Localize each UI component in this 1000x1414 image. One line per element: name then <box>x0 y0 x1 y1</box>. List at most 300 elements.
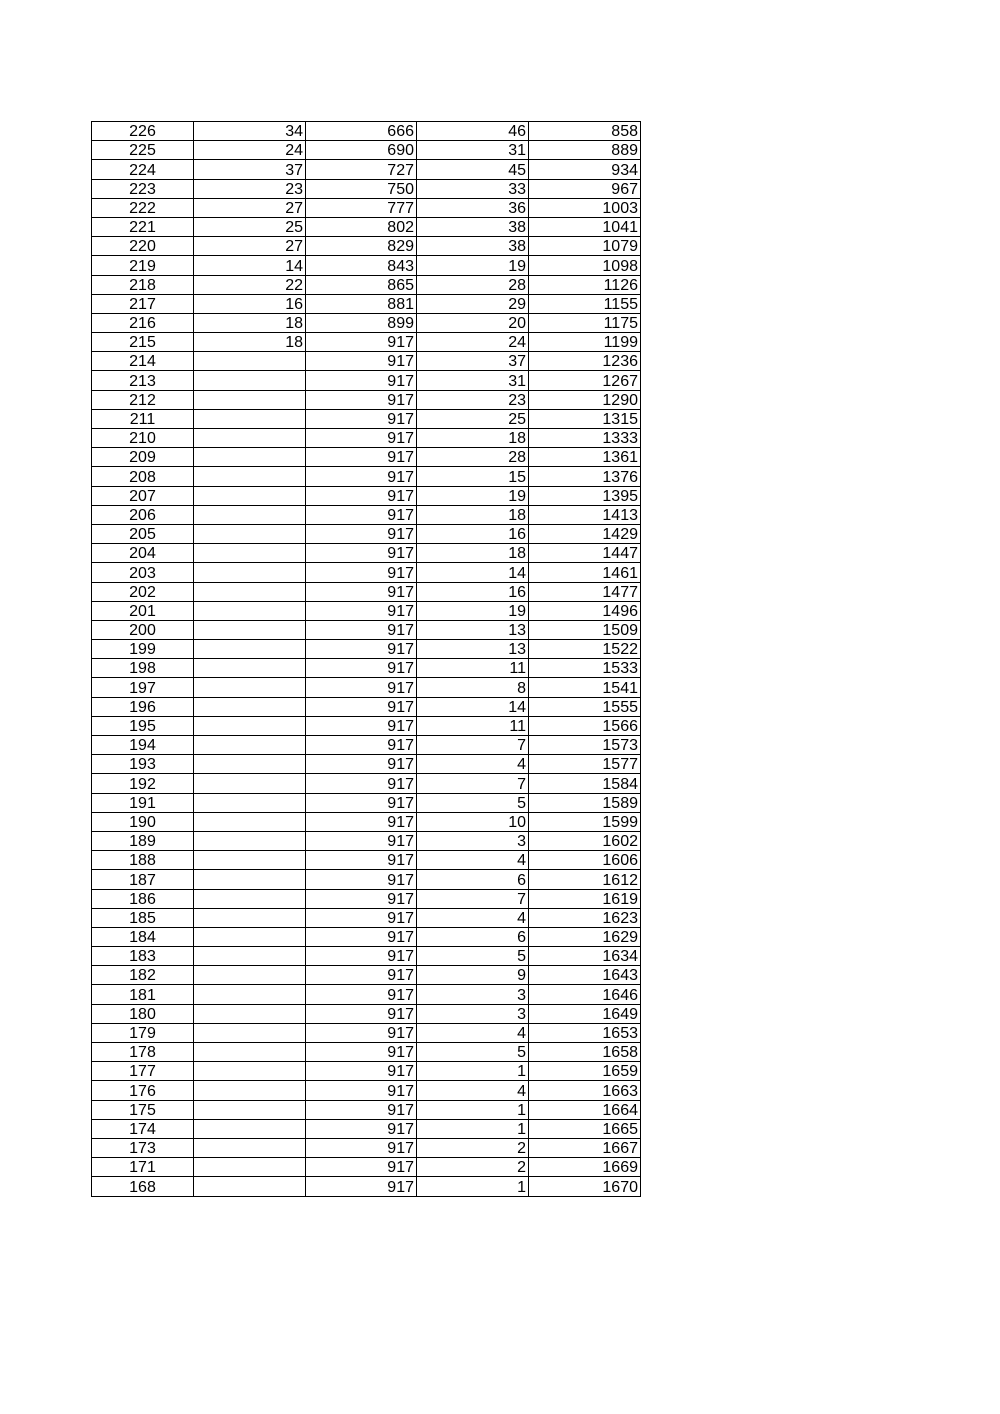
table-row <box>92 448 641 467</box>
cumulative-b-cell: 1267 <box>529 371 641 390</box>
cumulative-b-cell: 1667 <box>529 1138 641 1157</box>
score-cell: 191 <box>92 793 194 812</box>
count-b-cell: 38 <box>417 217 529 236</box>
score-cell: 181 <box>92 985 194 1004</box>
count-b-cell: 19 <box>417 486 529 505</box>
count-a-cell <box>194 486 306 505</box>
count-a-cell <box>194 371 306 390</box>
count-b-cell: 18 <box>417 505 529 524</box>
count-b-cell: 4 <box>417 755 529 774</box>
cumulative-b-cell: 1606 <box>529 851 641 870</box>
cumulative-b-cell: 1612 <box>529 870 641 889</box>
cumulative-b-cell: 1664 <box>529 1100 641 1119</box>
table-row <box>92 1119 641 1138</box>
cumulative-a-cell: 917 <box>306 678 417 697</box>
table-row <box>92 544 641 563</box>
cumulative-a-cell: 917 <box>306 851 417 870</box>
count-b-cell: 16 <box>417 524 529 543</box>
score-cell: 177 <box>92 1062 194 1081</box>
count-a-cell: 18 <box>194 313 306 332</box>
cumulative-a-cell: 727 <box>306 160 417 179</box>
table-row <box>92 409 641 428</box>
cumulative-b-cell: 1629 <box>529 927 641 946</box>
cumulative-a-cell: 917 <box>306 985 417 1004</box>
table-row <box>92 294 641 313</box>
cumulative-a-cell: 750 <box>306 179 417 198</box>
score-cell: 198 <box>92 659 194 678</box>
cumulative-a-cell: 690 <box>306 141 417 160</box>
count-a-cell <box>194 601 306 620</box>
cumulative-a-cell: 917 <box>306 620 417 639</box>
count-a-cell <box>194 966 306 985</box>
table-row <box>92 640 641 659</box>
cumulative-b-cell: 1461 <box>529 563 641 582</box>
count-b-cell: 1 <box>417 1100 529 1119</box>
score-cell: 185 <box>92 908 194 927</box>
score-cell: 221 <box>92 217 194 236</box>
cumulative-a-cell: 917 <box>306 1062 417 1081</box>
count-b-cell: 37 <box>417 352 529 371</box>
table-row <box>92 179 641 198</box>
count-b-cell: 7 <box>417 736 529 755</box>
count-a-cell <box>194 870 306 889</box>
cumulative-a-cell: 917 <box>306 1158 417 1177</box>
count-a-cell <box>194 620 306 639</box>
count-a-cell <box>194 1062 306 1081</box>
cumulative-a-cell: 917 <box>306 1119 417 1138</box>
cumulative-a-cell: 917 <box>306 755 417 774</box>
count-a-cell <box>194 1004 306 1023</box>
table-row <box>92 697 641 716</box>
count-a-cell: 16 <box>194 294 306 313</box>
score-cell: 178 <box>92 1043 194 1062</box>
table-row <box>92 1138 641 1157</box>
table-row <box>92 275 641 294</box>
count-a-cell <box>194 429 306 448</box>
score-cell: 216 <box>92 313 194 332</box>
count-b-cell: 3 <box>417 985 529 1004</box>
score-cell: 205 <box>92 524 194 543</box>
count-a-cell: 24 <box>194 141 306 160</box>
table-row <box>92 985 641 1004</box>
cumulative-a-cell: 917 <box>306 333 417 352</box>
cumulative-a-cell: 843 <box>306 256 417 275</box>
count-b-cell: 45 <box>417 160 529 179</box>
table-row <box>92 908 641 927</box>
cumulative-b-cell: 1566 <box>529 716 641 735</box>
count-a-cell <box>194 1100 306 1119</box>
count-b-cell: 8 <box>417 678 529 697</box>
cumulative-a-cell: 917 <box>306 371 417 390</box>
table-row <box>92 256 641 275</box>
table-row <box>92 889 641 908</box>
cumulative-a-cell: 917 <box>306 505 417 524</box>
count-b-cell: 5 <box>417 1043 529 1062</box>
table-row <box>92 333 641 352</box>
count-b-cell: 2 <box>417 1138 529 1157</box>
count-a-cell <box>194 1081 306 1100</box>
cumulative-b-cell: 1634 <box>529 947 641 966</box>
score-cell: 202 <box>92 582 194 601</box>
count-a-cell <box>194 448 306 467</box>
table-row <box>92 563 641 582</box>
table-row <box>92 812 641 831</box>
score-cell: 173 <box>92 1138 194 1157</box>
count-b-cell: 18 <box>417 544 529 563</box>
cumulative-b-cell: 1413 <box>529 505 641 524</box>
cumulative-a-cell: 917 <box>306 486 417 505</box>
count-b-cell: 25 <box>417 409 529 428</box>
count-a-cell <box>194 1023 306 1042</box>
cumulative-b-cell: 1098 <box>529 256 641 275</box>
count-b-cell: 4 <box>417 908 529 927</box>
count-b-cell: 19 <box>417 601 529 620</box>
cumulative-a-cell: 917 <box>306 352 417 371</box>
cumulative-a-cell: 917 <box>306 429 417 448</box>
count-b-cell: 28 <box>417 448 529 467</box>
cumulative-b-cell: 1003 <box>529 198 641 217</box>
cumulative-a-cell: 917 <box>306 1004 417 1023</box>
cumulative-b-cell: 1376 <box>529 467 641 486</box>
count-b-cell: 1 <box>417 1119 529 1138</box>
score-cell: 193 <box>92 755 194 774</box>
cumulative-b-cell: 1589 <box>529 793 641 812</box>
count-b-cell: 31 <box>417 141 529 160</box>
score-cell: 212 <box>92 390 194 409</box>
cumulative-a-cell: 917 <box>306 390 417 409</box>
cumulative-b-cell: 1649 <box>529 1004 641 1023</box>
count-a-cell <box>194 851 306 870</box>
count-a-cell: 37 <box>194 160 306 179</box>
cumulative-b-cell: 1533 <box>529 659 641 678</box>
cumulative-b-cell: 1663 <box>529 1081 641 1100</box>
cumulative-b-cell: 1573 <box>529 736 641 755</box>
table-row <box>92 217 641 236</box>
score-cell: 224 <box>92 160 194 179</box>
cumulative-a-cell: 917 <box>306 889 417 908</box>
count-a-cell <box>194 831 306 850</box>
score-cell: 217 <box>92 294 194 313</box>
cumulative-a-cell: 917 <box>306 870 417 889</box>
count-a-cell <box>194 1158 306 1177</box>
cumulative-a-cell: 917 <box>306 524 417 543</box>
table-row <box>92 1177 641 1196</box>
count-b-cell: 29 <box>417 294 529 313</box>
cumulative-a-cell: 829 <box>306 237 417 256</box>
score-cell: 197 <box>92 678 194 697</box>
cumulative-b-cell: 1315 <box>529 409 641 428</box>
score-cell: 195 <box>92 716 194 735</box>
table-row <box>92 755 641 774</box>
cumulative-b-cell: 1199 <box>529 333 641 352</box>
table-row <box>92 870 641 889</box>
score-cell: 174 <box>92 1119 194 1138</box>
table-row <box>92 237 641 256</box>
score-cell: 204 <box>92 544 194 563</box>
count-a-cell <box>194 697 306 716</box>
count-a-cell: 25 <box>194 217 306 236</box>
score-cell: 215 <box>92 333 194 352</box>
table-row <box>92 371 641 390</box>
cumulative-b-cell: 1509 <box>529 620 641 639</box>
score-cell: 225 <box>92 141 194 160</box>
cumulative-a-cell: 917 <box>306 908 417 927</box>
cumulative-a-cell: 917 <box>306 1138 417 1157</box>
score-cell: 179 <box>92 1023 194 1042</box>
score-cell: 223 <box>92 179 194 198</box>
score-cell: 184 <box>92 927 194 946</box>
count-b-cell: 1 <box>417 1177 529 1196</box>
score-cell: 186 <box>92 889 194 908</box>
score-cell: 194 <box>92 736 194 755</box>
count-b-cell: 4 <box>417 851 529 870</box>
count-a-cell <box>194 716 306 735</box>
table-row <box>92 678 641 697</box>
score-cell: 187 <box>92 870 194 889</box>
table-row <box>92 390 641 409</box>
score-cell: 168 <box>92 1177 194 1196</box>
count-a-cell <box>194 985 306 1004</box>
cumulative-a-cell: 917 <box>306 448 417 467</box>
cumulative-b-cell: 1395 <box>529 486 641 505</box>
cumulative-a-cell: 917 <box>306 640 417 659</box>
cumulative-b-cell: 967 <box>529 179 641 198</box>
count-a-cell <box>194 812 306 831</box>
cumulative-a-cell: 777 <box>306 198 417 217</box>
count-b-cell: 24 <box>417 333 529 352</box>
cumulative-a-cell: 917 <box>306 1081 417 1100</box>
count-a-cell: 14 <box>194 256 306 275</box>
count-b-cell: 46 <box>417 122 529 141</box>
count-a-cell: 22 <box>194 275 306 294</box>
cumulative-a-cell: 917 <box>306 812 417 831</box>
count-b-cell: 3 <box>417 1004 529 1023</box>
cumulative-b-cell: 1079 <box>529 237 641 256</box>
cumulative-a-cell: 881 <box>306 294 417 313</box>
cumulative-b-cell: 1041 <box>529 217 641 236</box>
cumulative-a-cell: 802 <box>306 217 417 236</box>
count-b-cell: 19 <box>417 256 529 275</box>
table-row <box>92 313 641 332</box>
score-cell: 206 <box>92 505 194 524</box>
count-a-cell: 34 <box>194 122 306 141</box>
table-row <box>92 429 641 448</box>
cumulative-a-cell: 917 <box>306 793 417 812</box>
table-row <box>92 927 641 946</box>
count-a-cell <box>194 352 306 371</box>
cumulative-b-cell: 1175 <box>529 313 641 332</box>
cumulative-a-cell: 917 <box>306 409 417 428</box>
table-row <box>92 524 641 543</box>
table-row <box>92 160 641 179</box>
count-b-cell: 4 <box>417 1081 529 1100</box>
score-cell: 188 <box>92 851 194 870</box>
table-row <box>92 582 641 601</box>
count-a-cell <box>194 927 306 946</box>
table-row <box>92 851 641 870</box>
table-row <box>92 1004 641 1023</box>
score-cell: 209 <box>92 448 194 467</box>
count-b-cell: 6 <box>417 870 529 889</box>
count-a-cell <box>194 467 306 486</box>
score-cell: 219 <box>92 256 194 275</box>
score-cell: 190 <box>92 812 194 831</box>
count-b-cell: 5 <box>417 793 529 812</box>
count-a-cell <box>194 755 306 774</box>
count-b-cell: 5 <box>417 947 529 966</box>
count-a-cell <box>194 659 306 678</box>
count-a-cell <box>194 563 306 582</box>
cumulative-a-cell: 917 <box>306 1023 417 1042</box>
count-a-cell <box>194 736 306 755</box>
table-row <box>92 352 641 371</box>
count-b-cell: 14 <box>417 563 529 582</box>
cumulative-b-cell: 1155 <box>529 294 641 313</box>
cumulative-a-cell: 917 <box>306 966 417 985</box>
table-row <box>92 467 641 486</box>
cumulative-b-cell: 1447 <box>529 544 641 563</box>
cumulative-b-cell: 1477 <box>529 582 641 601</box>
cumulative-b-cell: 1669 <box>529 1158 641 1177</box>
cumulative-a-cell: 917 <box>306 927 417 946</box>
score-cell: 201 <box>92 601 194 620</box>
cumulative-a-cell: 917 <box>306 1043 417 1062</box>
count-b-cell: 31 <box>417 371 529 390</box>
count-b-cell: 18 <box>417 429 529 448</box>
table-row <box>92 736 641 755</box>
cumulative-b-cell: 1290 <box>529 390 641 409</box>
count-b-cell: 20 <box>417 313 529 332</box>
count-b-cell: 9 <box>417 966 529 985</box>
cumulative-b-cell: 1602 <box>529 831 641 850</box>
count-b-cell: 15 <box>417 467 529 486</box>
cumulative-a-cell: 917 <box>306 601 417 620</box>
cumulative-b-cell: 1496 <box>529 601 641 620</box>
cumulative-a-cell: 865 <box>306 275 417 294</box>
cumulative-b-cell: 1658 <box>529 1043 641 1062</box>
count-a-cell <box>194 409 306 428</box>
score-cell: 199 <box>92 640 194 659</box>
cumulative-a-cell: 917 <box>306 563 417 582</box>
cumulative-a-cell: 917 <box>306 697 417 716</box>
score-cell: 208 <box>92 467 194 486</box>
count-a-cell <box>194 1177 306 1196</box>
cumulative-a-cell: 666 <box>306 122 417 141</box>
count-a-cell: 23 <box>194 179 306 198</box>
count-b-cell: 7 <box>417 774 529 793</box>
cumulative-b-cell: 1522 <box>529 640 641 659</box>
count-a-cell <box>194 544 306 563</box>
count-b-cell: 3 <box>417 831 529 850</box>
cumulative-b-cell: 934 <box>529 160 641 179</box>
count-b-cell: 14 <box>417 697 529 716</box>
cumulative-b-cell: 1236 <box>529 352 641 371</box>
count-b-cell: 10 <box>417 812 529 831</box>
count-a-cell <box>194 947 306 966</box>
cumulative-b-cell: 1599 <box>529 812 641 831</box>
table-row <box>92 966 641 985</box>
count-a-cell <box>194 908 306 927</box>
cumulative-b-cell: 1643 <box>529 966 641 985</box>
cumulative-b-cell: 1619 <box>529 889 641 908</box>
table-row <box>92 1158 641 1177</box>
cumulative-b-cell: 1361 <box>529 448 641 467</box>
cumulative-a-cell: 917 <box>306 736 417 755</box>
table-row <box>92 198 641 217</box>
table-row <box>92 1081 641 1100</box>
count-b-cell: 4 <box>417 1023 529 1042</box>
count-a-cell: 27 <box>194 237 306 256</box>
table-row <box>92 659 641 678</box>
count-b-cell: 11 <box>417 716 529 735</box>
score-cell: 207 <box>92 486 194 505</box>
score-cell: 218 <box>92 275 194 294</box>
cumulative-a-cell: 899 <box>306 313 417 332</box>
count-a-cell <box>194 774 306 793</box>
score-cell: 203 <box>92 563 194 582</box>
cumulative-b-cell: 1126 <box>529 275 641 294</box>
table-row <box>92 831 641 850</box>
score-cell: 214 <box>92 352 194 371</box>
cumulative-a-cell: 917 <box>306 947 417 966</box>
count-a-cell <box>194 678 306 697</box>
count-b-cell: 13 <box>417 620 529 639</box>
table-row <box>92 793 641 812</box>
cumulative-a-cell: 917 <box>306 1100 417 1119</box>
table-row <box>92 1043 641 1062</box>
count-a-cell <box>194 640 306 659</box>
cumulative-a-cell: 917 <box>306 659 417 678</box>
count-b-cell: 38 <box>417 237 529 256</box>
count-a-cell <box>194 582 306 601</box>
table-row <box>92 620 641 639</box>
count-a-cell <box>194 524 306 543</box>
count-a-cell <box>194 505 306 524</box>
score-cell: 210 <box>92 429 194 448</box>
count-a-cell <box>194 1138 306 1157</box>
cumulative-a-cell: 917 <box>306 544 417 563</box>
count-b-cell: 16 <box>417 582 529 601</box>
cumulative-b-cell: 1555 <box>529 697 641 716</box>
score-cell: 213 <box>92 371 194 390</box>
cumulative-b-cell: 1653 <box>529 1023 641 1042</box>
table-row <box>92 601 641 620</box>
count-a-cell <box>194 1119 306 1138</box>
table-row <box>92 122 641 141</box>
table-row <box>92 1062 641 1081</box>
count-a-cell <box>194 793 306 812</box>
cumulative-a-cell: 917 <box>306 467 417 486</box>
score-cell: 180 <box>92 1004 194 1023</box>
count-a-cell <box>194 889 306 908</box>
count-b-cell: 28 <box>417 275 529 294</box>
cumulative-b-cell: 1670 <box>529 1177 641 1196</box>
cumulative-b-cell: 1646 <box>529 985 641 1004</box>
table-row <box>92 1100 641 1119</box>
cumulative-b-cell: 1541 <box>529 678 641 697</box>
count-a-cell: 27 <box>194 198 306 217</box>
count-b-cell: 36 <box>417 198 529 217</box>
score-cell: 182 <box>92 966 194 985</box>
score-cell: 189 <box>92 831 194 850</box>
count-a-cell <box>194 390 306 409</box>
score-cell: 222 <box>92 198 194 217</box>
table-row <box>92 774 641 793</box>
table-row <box>92 716 641 735</box>
count-b-cell: 6 <box>417 927 529 946</box>
cumulative-b-cell: 1665 <box>529 1119 641 1138</box>
count-b-cell: 33 <box>417 179 529 198</box>
